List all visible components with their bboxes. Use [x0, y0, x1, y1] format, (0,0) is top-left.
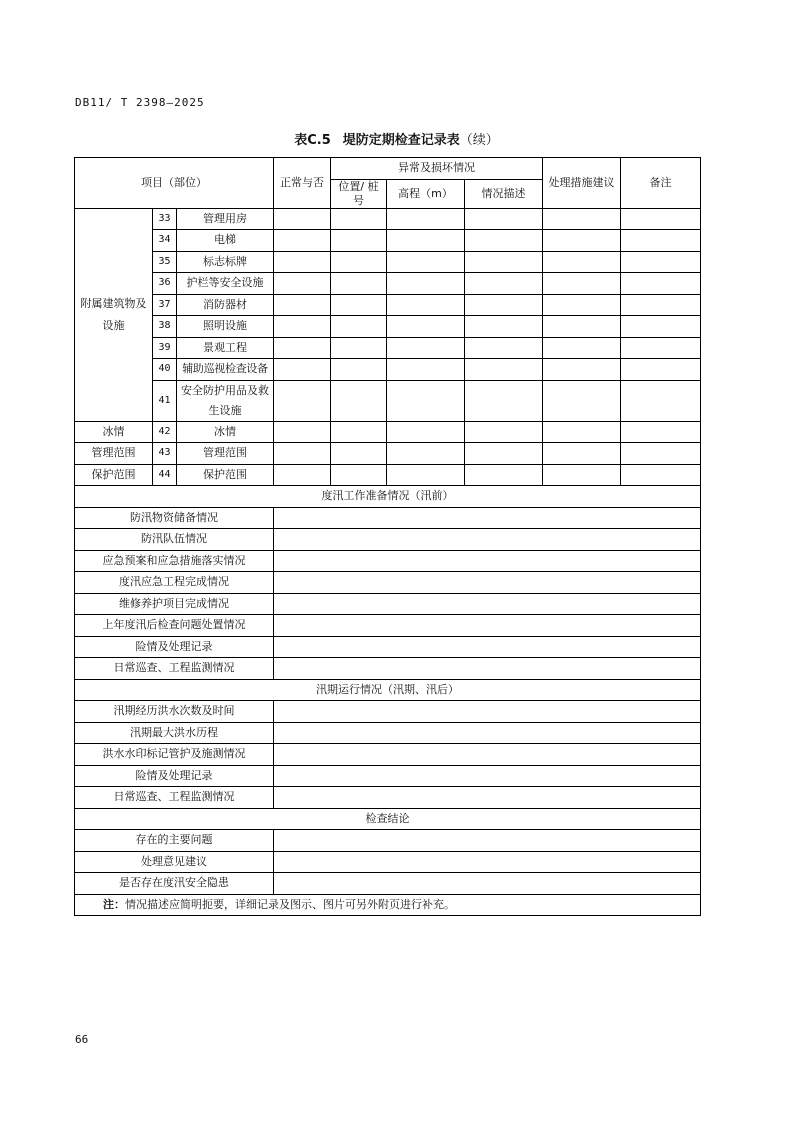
row-label: 汛期经历洪水次数及时间 [75, 701, 274, 723]
row-label: 存在的主要问题 [75, 830, 274, 852]
row-value [274, 593, 701, 615]
row-value [274, 550, 701, 572]
section-row [75, 550, 701, 572]
section-header-preflood [75, 486, 701, 508]
item-row [75, 443, 701, 465]
item-row [75, 316, 701, 338]
section-title: 汛期运行情况（汛期、汛后） [75, 679, 701, 701]
row-value [274, 722, 701, 744]
item-number: 34 [153, 230, 177, 252]
row-label: 应急预案和应急措施落实情况 [75, 550, 274, 572]
row-value [274, 701, 701, 723]
item-name: 照明设施 [177, 316, 274, 338]
item-name: 护栏等安全设施 [177, 273, 274, 295]
item-number: 36 [153, 273, 177, 295]
section-row [75, 593, 701, 615]
item-row [75, 273, 701, 295]
item-number: 44 [153, 464, 177, 486]
row-label: 上年度汛后检查问题处置情况 [75, 615, 274, 637]
header-remark: 备注 [621, 158, 701, 209]
row-label: 日常巡查、工程监测情况 [75, 787, 274, 809]
section-row [75, 744, 701, 766]
item-number: 39 [153, 337, 177, 359]
table-title [0, 129, 793, 148]
item-number: 35 [153, 251, 177, 273]
note-row [75, 894, 701, 916]
row-label: 维修养护项目完成情况 [75, 593, 274, 615]
header-position: 位置/ 桩号 [331, 179, 387, 208]
section-row [75, 722, 701, 744]
item-number: 37 [153, 294, 177, 316]
table-note [75, 894, 701, 916]
item-row [75, 230, 701, 252]
section-header-conclusion [75, 808, 701, 830]
item-name: 安全防护用品及救生设施 [177, 380, 274, 421]
row-label: 防汛物资储备情况 [75, 507, 274, 529]
header-normal: 正常与否 [274, 158, 331, 209]
item-number: 43 [153, 443, 177, 465]
section-row [75, 830, 701, 852]
table-name: 堤防定期检查记录表 [342, 133, 460, 148]
item-row [75, 251, 701, 273]
row-value [274, 636, 701, 658]
item-name: 保护范围 [177, 464, 274, 486]
header-description: 情况描述 [465, 179, 543, 208]
standard-code: DB11/ T 2398—2025 [75, 96, 205, 109]
header-abnormal: 异常及损坏情况 [331, 158, 543, 180]
section-title: 检查结论 [75, 808, 701, 830]
item-name: 辅助巡视检查设备 [177, 359, 274, 381]
table-number: 表C.5 [294, 133, 331, 148]
group-ice: 冰情 [75, 421, 153, 443]
row-value [274, 507, 701, 529]
row-label: 度汛应急工程完成情况 [75, 572, 274, 594]
row-label: 汛期最大洪水历程 [75, 722, 274, 744]
section-header-flood [75, 679, 701, 701]
row-value [274, 873, 701, 895]
group-ancillary: 附属建筑物及设施 [75, 208, 153, 421]
item-name: 冰情 [177, 421, 274, 443]
row-label: 险情及处理记录 [75, 765, 274, 787]
row-label: 洪水水印标记管护及施测情况 [75, 744, 274, 766]
section-row [75, 765, 701, 787]
page-number: 66 [75, 1033, 89, 1046]
row-value [274, 787, 701, 809]
section-row [75, 787, 701, 809]
section-row [75, 851, 701, 873]
header-elevation: 高程（m） [387, 179, 465, 208]
section-row [75, 507, 701, 529]
row-label: 处理意见建议 [75, 851, 274, 873]
section-row [75, 572, 701, 594]
row-value [274, 765, 701, 787]
section-row [75, 701, 701, 723]
item-number: 41 [153, 380, 177, 421]
row-label: 防汛队伍情况 [75, 529, 274, 551]
item-number: 38 [153, 316, 177, 338]
row-label: 险情及处理记录 [75, 636, 274, 658]
item-number: 42 [153, 421, 177, 443]
item-row [75, 337, 701, 359]
section-row [75, 873, 701, 895]
row-value [274, 830, 701, 852]
row-label: 是否存在度汛安全隐患 [75, 873, 274, 895]
item-name: 标志标牌 [177, 251, 274, 273]
row-value [274, 658, 701, 680]
item-row [75, 421, 701, 443]
header-item: 项目（部位） [75, 158, 274, 209]
item-name: 消防器材 [177, 294, 274, 316]
section-row [75, 529, 701, 551]
item-number: 33 [153, 208, 177, 230]
header-measures: 处理措施建议 [543, 158, 621, 209]
note-text: 情况描述应简明扼要，详细记录及图示、图片可另外附页进行补充。 [125, 897, 455, 911]
row-value [274, 744, 701, 766]
section-row [75, 615, 701, 637]
item-row [75, 294, 701, 316]
item-row [75, 359, 701, 381]
item-row [75, 464, 701, 486]
inspection-record-table [74, 157, 701, 916]
header-row-1 [75, 158, 701, 180]
item-name: 管理范围 [177, 443, 274, 465]
item-name: 管理用房 [177, 208, 274, 230]
row-value [274, 615, 701, 637]
row-value [274, 851, 701, 873]
table-title-suffix: （续） [459, 133, 499, 148]
section-title: 度汛工作准备情况（汛前） [75, 486, 701, 508]
item-name: 景观工程 [177, 337, 274, 359]
group-protection: 保护范围 [75, 464, 153, 486]
row-value [274, 529, 701, 551]
row-label: 日常巡查、工程监测情况 [75, 658, 274, 680]
group-management: 管理范围 [75, 443, 153, 465]
item-row [75, 208, 701, 230]
row-value [274, 572, 701, 594]
note-label: 注： [103, 897, 125, 911]
section-row [75, 636, 701, 658]
item-number: 40 [153, 359, 177, 381]
section-row [75, 658, 701, 680]
item-name: 电梯 [177, 230, 274, 252]
